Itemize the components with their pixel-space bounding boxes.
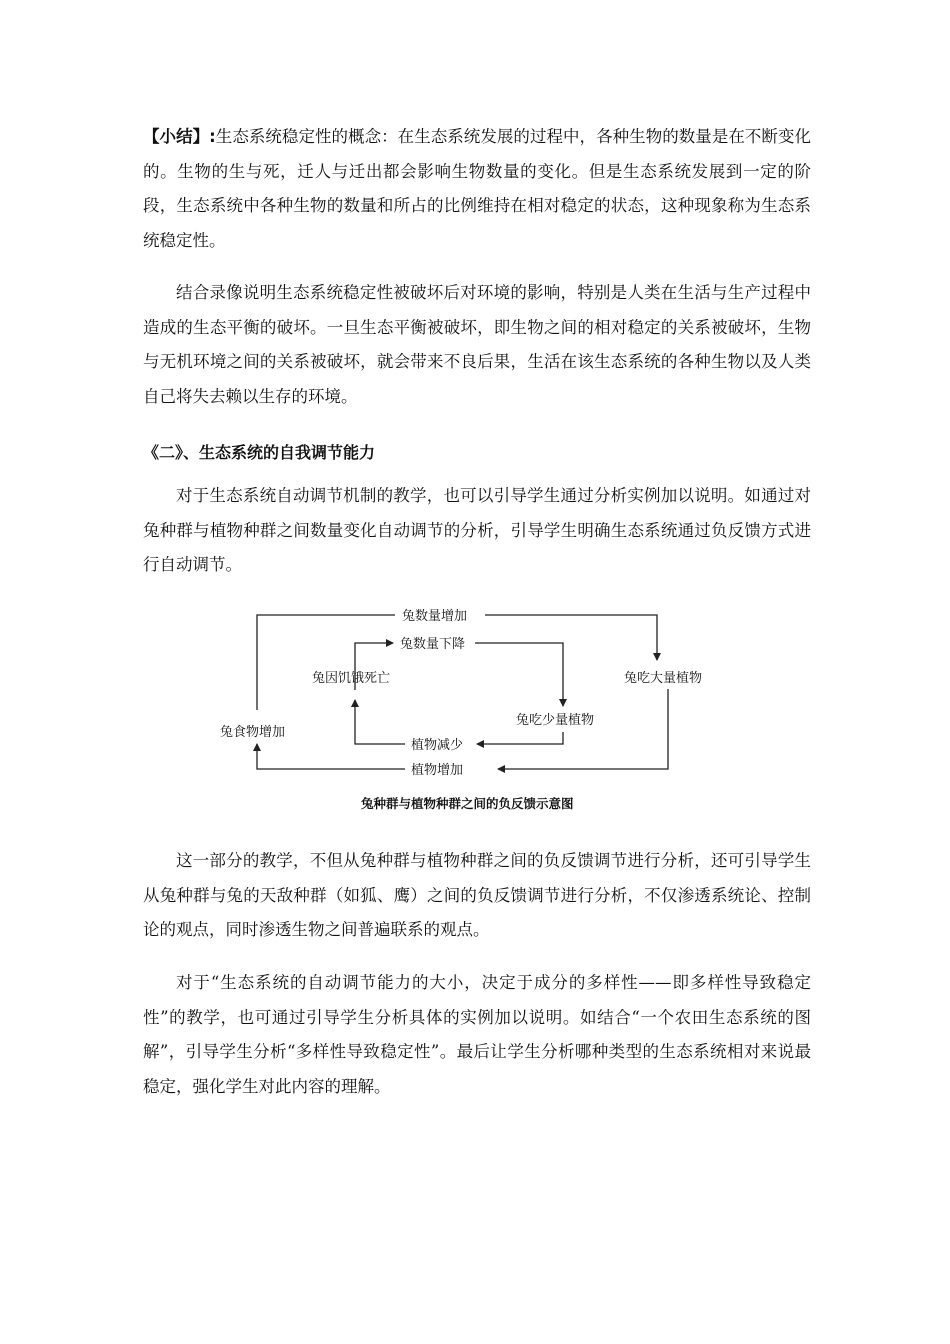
arrow-decrease-to-eat-little xyxy=(475,643,563,706)
mechanism-paragraph: 对于生态系统自动调节机制的教学，也可以引导学生通过分析实例加以说明。如通过对兔种群与植物种群之间数量变化自动调节的分析，引导学生明确生态系统通过负反馈方式进行自动调节。 xyxy=(143,486,811,574)
label-rabbit-increase: 兔数量增加 xyxy=(402,609,468,624)
section-heading: 《二》、生态系统的自我调节能力 xyxy=(143,443,376,462)
diversity-paragraph: 对于“生态系统的自动调节能力的大小，决定于成分的多样性——即多样性导致稳定性”的教学，也可通过引导学生分析具体的实例加以说明。如结合“一个农田生态系统的图解”，引导学生分析“多样性导致稳定性”。最后让学生分析哪种类型的生态系统相对来说最稳定，强化学生对此内容的理解。 xyxy=(143,973,811,1096)
label-rabbit-eat-much: 兔吃大量植物 xyxy=(624,671,703,686)
summary-label: 【小结】: xyxy=(143,127,216,146)
arrow-eat-little-to-plant-decrease xyxy=(477,732,563,744)
arrow-plant-increase-to-food xyxy=(257,744,405,769)
arrow-increase-to-eat-much xyxy=(485,615,657,660)
summary-text: 生态系统稳定性的概念：在生态系统发展的过程中，各种生物的数量是在不断变化的。生物的生与死，迁人与迁出都会影响生物数量的变化。但是生态系统发展到一定的阶段，生态系统中各种生物的数量和所占的比例维持在相对稳定的状态，这种现象称为生态系统稳定性。 xyxy=(143,127,812,250)
diagram-caption: 兔种群与植物种群之间的负反馈示意图 xyxy=(361,796,574,811)
label-rabbit-starve: 兔因饥饿死亡 xyxy=(312,671,391,686)
label-rabbit-food-increase: 兔食物增加 xyxy=(220,725,286,740)
summary-paragraph xyxy=(143,120,811,258)
destruction-paragraph: 结合录像说明生态系统稳定性被破坏后对环境的影响，特别是人类在生活与生产过程中造成的生态平衡的破坏。一旦生态平衡被破坏，即生物之间的相对稳定的关系被破坏，生物与无机环境之间的关系被破坏，就会带来不良后果，生活在该生态系统的各种生物以及人类自己将失去赖以生存的环境。 xyxy=(143,283,811,406)
feedback-paragraph: 这一部分的教学，不但从兔种群与植物种群之间的负反馈调节进行分析，还可引导学生从兔种群与兔的天敌种群（如狐、鹰）之间的负反馈调节进行分析，不仅渗透系统论、控制论的观点，同时渗透生物之间普遍联系的观点。 xyxy=(143,851,811,939)
label-rabbit-eat-little: 兔吃少量植物 xyxy=(516,713,595,728)
arrow-eat-much-to-plant-increase xyxy=(498,689,668,769)
arrow-food-to-increase xyxy=(257,615,395,710)
label-rabbit-decrease: 兔数量下降 xyxy=(400,637,466,652)
negative-feedback-diagram xyxy=(210,598,750,838)
arrow-plant-decrease-to-starve xyxy=(355,700,405,744)
label-plant-increase: 植物增加 xyxy=(411,763,464,778)
label-plant-decrease: 植物减少 xyxy=(411,738,464,753)
